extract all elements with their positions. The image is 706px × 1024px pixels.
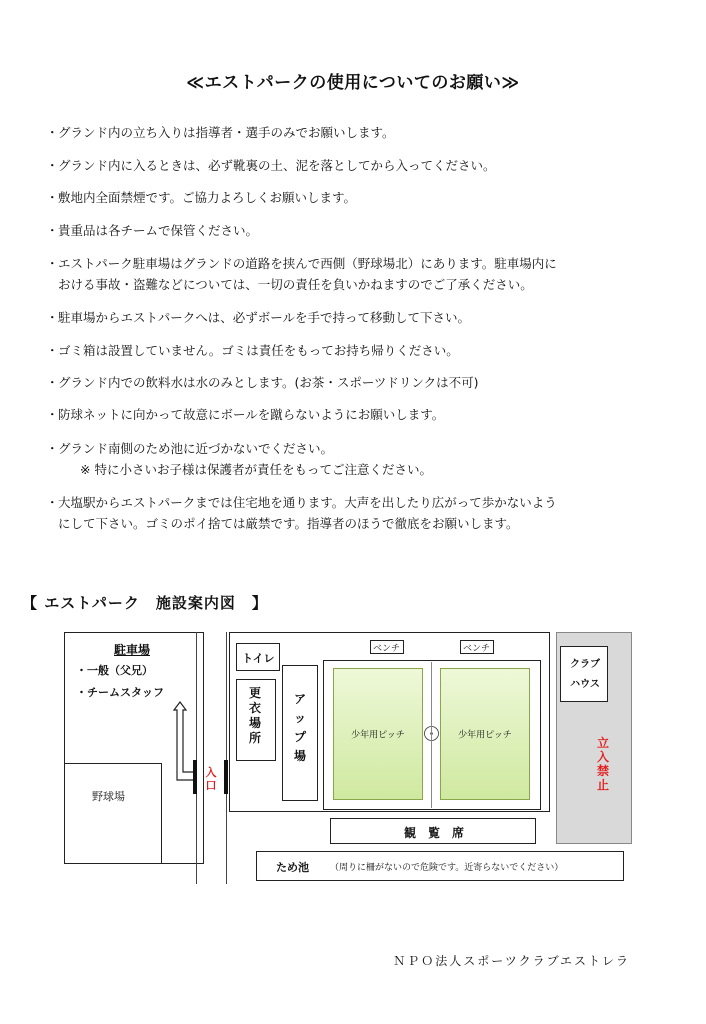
bullet: ・: [46, 256, 59, 271]
parking-title: 駐車場: [114, 643, 151, 657]
rule-item: [46, 187, 658, 208]
rule-item: [46, 220, 658, 241]
rule-item: [46, 253, 658, 295]
changing-room-label: 更 衣 場 所: [248, 686, 261, 745]
club-house-label: クラブハウス: [570, 659, 600, 690]
warmup-area-label: ア ッ プ 場: [293, 692, 306, 763]
bullet: ・: [46, 223, 59, 238]
page-title: ≪エストパークの使用についてのお願い≫: [186, 73, 520, 93]
bullet: ・: [46, 441, 59, 456]
bullet: ・: [46, 495, 59, 510]
parking-staff: ・チームスタッフ: [76, 686, 164, 699]
bullet: ・: [46, 190, 59, 205]
rule-text: 敷地内全面禁煙です。ご協力よろしくお願いします。: [58, 190, 357, 205]
bullet: ・: [46, 310, 59, 325]
rule-text: エストパーク駐車場はグランドの道路を挟んで西側（野球場北）にあります。駐車場内に: [58, 256, 557, 271]
rule-text: 大塩駅からエストパークまでは住宅地を通ります。大声を出したり広がって歩かないよう: [58, 495, 557, 510]
rule-item: [46, 340, 658, 361]
organization-name: ＮＰＯ法人スポーツクラブエストレラ: [393, 954, 630, 968]
rule-text: グランド南側のため池に近づかないでください。: [58, 441, 334, 456]
pond-note: （周りに柵がないので危険です。近寄らないでください）: [330, 863, 564, 873]
rule-text: 貴重品は各チームで保管ください。: [58, 223, 259, 238]
rule-text: 防球ネットに向かって故意にボールを蹴らないようにお願いします。: [58, 407, 445, 422]
pond-label: ため池: [276, 861, 309, 874]
rule-text: グランド内での飲料水は水のみとします。(お茶・スポーツドリンクは不可): [58, 375, 479, 390]
halfway-line: [431, 662, 432, 808]
rule-text-continued: おける事故・盗難などについては、一切の責任を負いかねますのでご了承ください。: [58, 277, 533, 292]
no-entry-label: 立 入 禁 止: [596, 736, 609, 792]
rule-text: グランド内に入るときは、必ず靴裏の土、泥を落としてから入ってください。: [58, 158, 496, 173]
entrance-label: 入 口: [205, 766, 217, 792]
bench-1-label: ベンチ: [373, 644, 401, 654]
bullet: ・: [46, 158, 59, 173]
bullet: ・: [46, 375, 59, 390]
bullet: ・: [46, 407, 59, 422]
pitch-1: 少年用ピッチ: [333, 668, 423, 800]
toilet-label: トイレ: [242, 652, 275, 665]
rule-item: [46, 155, 658, 176]
bench-2-label: ベンチ: [463, 644, 491, 654]
pitch-2: 少年用ピッチ: [440, 668, 530, 800]
map-title: 【 エストパーク 施設案内図 】: [22, 594, 268, 612]
rule-text: ゴミ箱は設置していません。ゴミは責任をもってお持ち帰りください。: [58, 343, 459, 358]
rule-text: グランド内の立ち入りは指導者・選手のみでお願いします。: [58, 125, 395, 140]
rule-item: [46, 492, 658, 534]
rule-text-continued: にして下さい。ゴミのポイ捨ては厳禁です。指導者のほうで徹底をお願いします。: [58, 516, 519, 531]
rule-item: [46, 307, 658, 328]
rule-item: [46, 372, 658, 393]
rule-note: ※ 特に小さいお子様は保護者が責任をもってご注意ください。: [80, 462, 432, 477]
bullet: ・: [46, 125, 59, 140]
rule-item: [46, 438, 658, 480]
baseball-label: 野球場: [92, 790, 125, 803]
rule-text: 駐車場からエストパークへは、必ずボールを手で持って移動して下さい。: [58, 310, 471, 325]
bullet: ・: [46, 343, 59, 358]
stands-label: 観 覧 席: [404, 826, 465, 840]
rule-item: [46, 122, 658, 143]
baseball-field: [64, 763, 162, 864]
rule-item: [46, 404, 658, 425]
parking-general: ・一般（父兄）: [76, 664, 153, 677]
